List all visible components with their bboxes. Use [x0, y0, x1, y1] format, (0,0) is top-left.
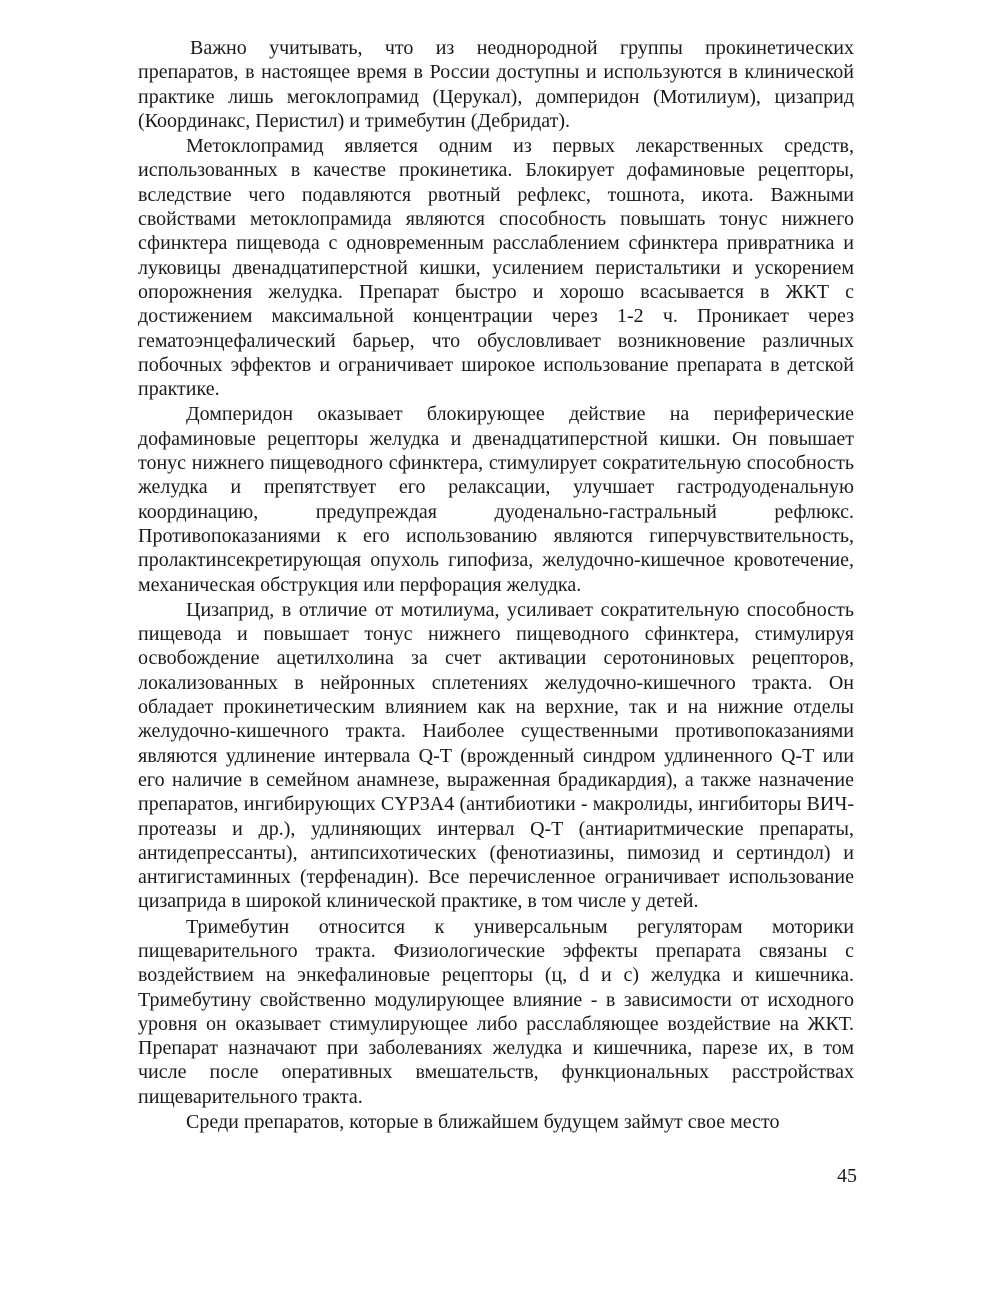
paragraph-metoclopramide: Метоклопрамид является одним из первых лекарственных средств, использованных в качестве прокинетика. Блокирует дофаминовые рецепторы, вследствие чего подавляются рвотный рефлекс, тошнота, икота. Важными свойствами метоклопрамида являются способность повышать тонус нижнего сфинктера пищевода с одновременным расслаблением сфинктера привратника и луковицы двенадцатиперстной кишки, усилением перистальтики и ускорением опорожнения желудка. Препарат быстро и хорошо всасывается в ЖКТ с достижением максимальной концентрации через 1-2 ч. Проникает через гематоэнцефалический барьер, что обусловливает возникновение различных побочных эффектов и ограничивает широкое использование препарата в детской практике.	[138, 135, 854, 401]
paragraph-trimebutine: Тримебутин относится к универсальным регуляторам моторики пищеварительного тракта. Физиологические эффекты препарата связаны с воздействием на энкефалиновые рецепторы (ц, d и с) желудка и кишечника. Тримебутину свойственно модулирующее влияние - в зависимости от исходного уровня он оказывает стимулирующее либо расслабляющее воздействие на ЖКТ. Препарат назначают при заболеваниях желудка и кишечника, парезе их, в том числе после оперативных вмешательств, функциональных расстройствах пищеварительного тракта.	[138, 915, 854, 1108]
paragraph-future-drugs: Среди препаратов, которые в ближайшем будущем займут свое место	[186, 1111, 780, 1134]
paragraph-cisapride: Цизаприд, в отличие от мотилиума, усиливает сократительную способность пищевода и повышает тонус нижнего пищеводного сфинктера, стимулируя освобождение ацетилхолина за счет активации серотониновых рецепторов, локализованных в нейронных сплетениях желудочно-кишечного тракта. Он обладает прокинетическим влиянием как на верхние, так и на нижние отделы желудочно-кишечного тракта. Наиболее существенными противопоказаниями являются удлинение интервала Q-T (врожденный синдром удлиненного Q-T или его наличие в семейном анамнезе, выраженная брадикардия), а также назначение препаратов, ингибирующих CYP3A4 (антибиотики - макролиды, ингибиторы ВИЧ-протеазы и др.), удлиняющих интервал Q-T (антиаритмические препараты, антидепрессанты), антипсихотических (фенотиазины, пимозид и сертиндол) и антигистаминных (терфенадин). Все перечисленное ограничивает использование цизаприда в широкой клинической практике, в том числе у детей.	[138, 598, 854, 913]
paragraph-domperidone: Домперидон оказывает блокирующее действие на периферические дофаминовые рецепторы желудка и двенадцатиперстной кишки. Он повышает тонус нижнего пищеводного сфинктера, стимулирует сократительную способность желудка и препятствует его релаксации, улучшает гастродуоденальную координацию, предупреждая дуоденально-гастральный рефлюкс. Противопоказаниями к его использованию являются гиперчувствительность, пролактинсекретирующая опухоль гипофиза, желудочно-кишечное кровотечение, механическая обструкция или перфорация желудка.	[138, 403, 854, 596]
document-body	[138, 36, 854, 1135]
page-number: 45	[837, 1165, 857, 1187]
paragraph-prokinetics-overview: Важно учитывать, что из неоднородной группы прокинетических препаратов, в настоящее время в России доступны и используются в клинической практике лишь мегоклопрамид (Церукал), домперидон (Мотилиум), цизаприд (Координакс, Перистил) и тримебутин (Дебридат).	[138, 37, 854, 132]
